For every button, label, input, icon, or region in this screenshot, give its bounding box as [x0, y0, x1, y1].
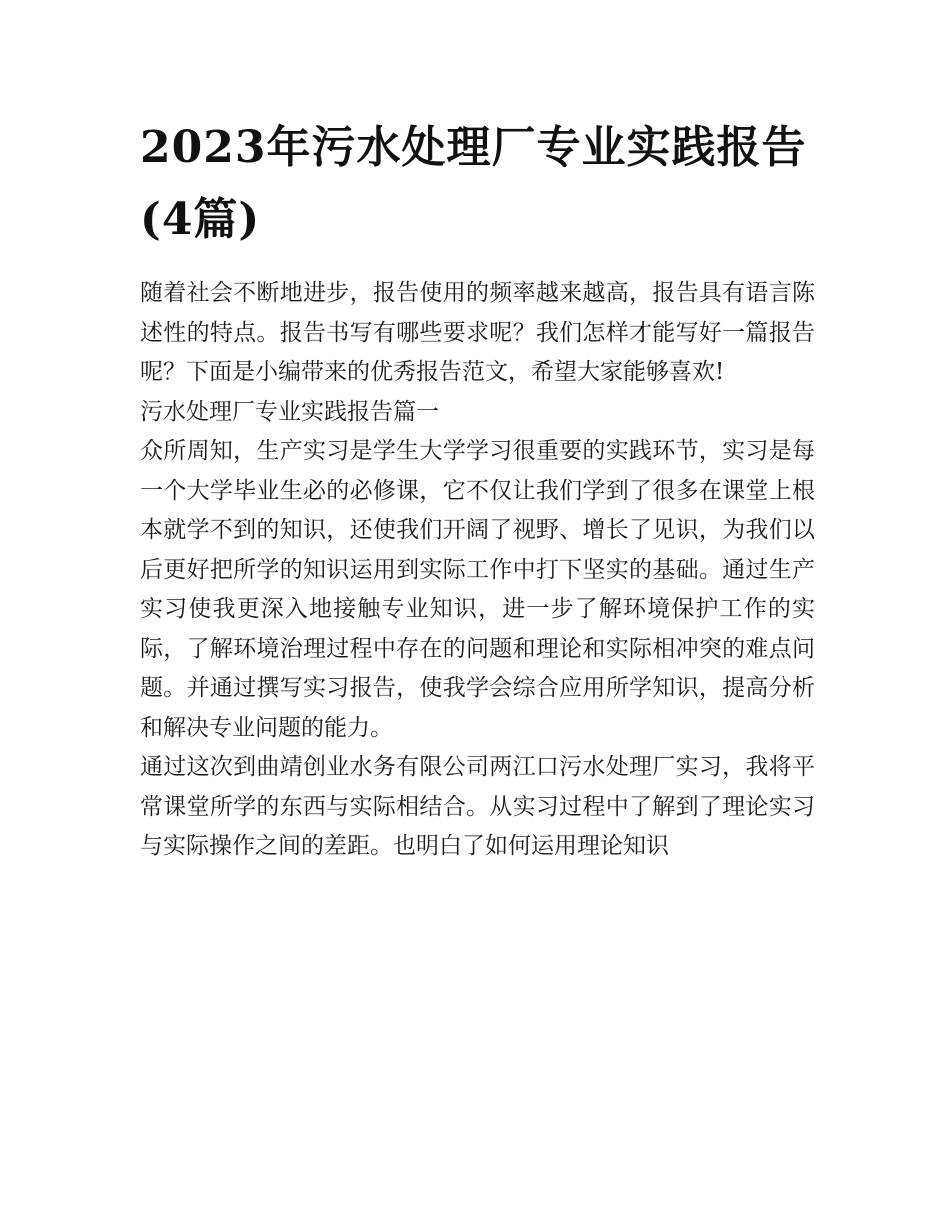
- document-content: [140, 112, 815, 867]
- intro-paragraph: 随着社会不断地进步，报告使用的频率越来越高，报告具有语言陈述性的特点。报告书写有哪些要求呢？我们怎样才能写好一篇报告呢？下面是小编带来的优秀报告范文，希望大家能够喜欢!: [140, 280, 815, 385]
- body-paragraph-2: 通过这次到曲靖创业水务有限公司两江口污水处理厂实习，我将平常课堂所学的东西与实际相结合。从实习过程中了解到了理论实习与实际操作之间的差距。也明白了如何运用理论知识: [140, 754, 815, 859]
- section-heading: 污水处理厂专业实践报告篇一: [140, 398, 439, 425]
- document-title: 2023年污水处理厂专业实践报告(4篇): [140, 122, 807, 245]
- body-paragraph-1: 众所周知，生产实习是学生大学学习很重要的实践环节，实习是每一个大学毕业生必的必修课，它不仅让我们学到了很多在课堂上根本就学不到的知识，还使我们开阔了视野、增长了见识，为我们以后更好把所学的知识运用到实际工作中打下坚实的基础。通过生产实习使我更深入地接触专业知识，进一步了解环境保护工作的实际，了解环境治理过程中存在的问题和理论和实际相冲突的难点问题。并通过撰写实习报告，使我学会综合应用所学知识，提高分析和解决专业问题的能力。: [140, 438, 815, 741]
